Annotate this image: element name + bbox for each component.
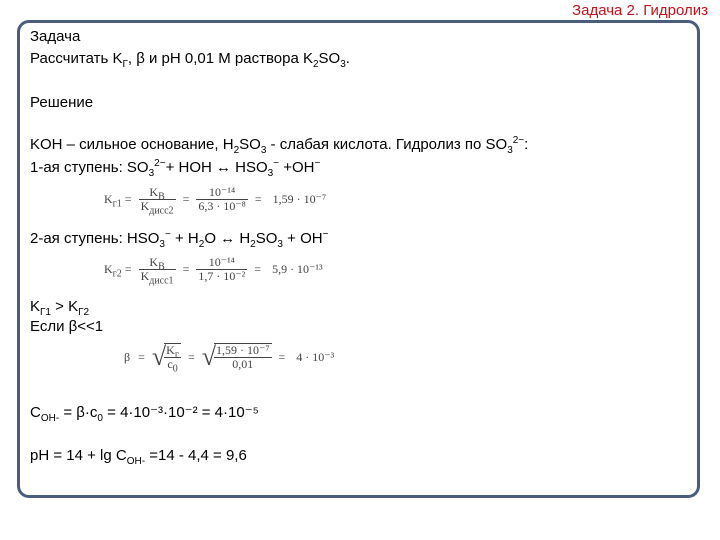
formula-kg2: $K_{г2}$ = $\frac{K_B}{K_{дисс1}}$ = $\frac{\text{10⁻¹⁴}}{\text{1,7 · 10⁻²}}$ = 5,9 · 10⁻¹³	[104, 255, 323, 287]
step1-line: 1-ая ступень: $SO_3^{2-}+$ HOH ↔ $HSO_3^- +OH^-$	[30, 158, 321, 179]
ph-line: pH = $14 + \lg C_{OH-} =14 - 4,4 = 9,6$	[30, 447, 247, 467]
solution-label: Решение	[30, 94, 94, 111]
koh-line: KOH – сильное основание, $H_2SO_3$ - слабая кислота. Гидролиз по $SO_3^{2-}$:	[30, 135, 529, 156]
compare-line: $K_{Г1} > K_{Г2}$	[30, 298, 90, 318]
if-line: Если β<<1	[30, 318, 104, 335]
task-line: Рассчитать $K_Г$, β и pH 0,01 М раствора $K_2SO_3$.	[30, 50, 350, 70]
step2-line: 2-ая ступень: $HSO_3^- + H_2O$ ↔ $H_2SO_3 + OH^-$	[30, 229, 329, 250]
slide-title: Задача 2. Гидролиз	[572, 2, 708, 19]
sqrt-icon: √	[151, 342, 167, 371]
coh-line: $C_{OH-} = \beta\cdot c_0 = 4\cdot 10^{-3}\cdot 10^{-2} = 4\cdot 10^{-5}$	[30, 404, 259, 424]
heading: Задача	[30, 28, 81, 45]
sqrt-icon: √	[201, 342, 217, 371]
formula-kg1: $K_{г1}$ = $\frac{K_B}{K_{дисс2}}$ = $\frac{\text{10⁻¹⁴}}{\text{6,3 · 10⁻⁸}}$ = 1,59 · 10⁻⁷	[104, 185, 327, 217]
formula-beta: β = √ $\frac{K_г}{c_0}$ = √ $\frac{\text{1,59 · 10⁻⁷}}{0,01}$ = 4 · 10⁻³	[124, 342, 335, 375]
